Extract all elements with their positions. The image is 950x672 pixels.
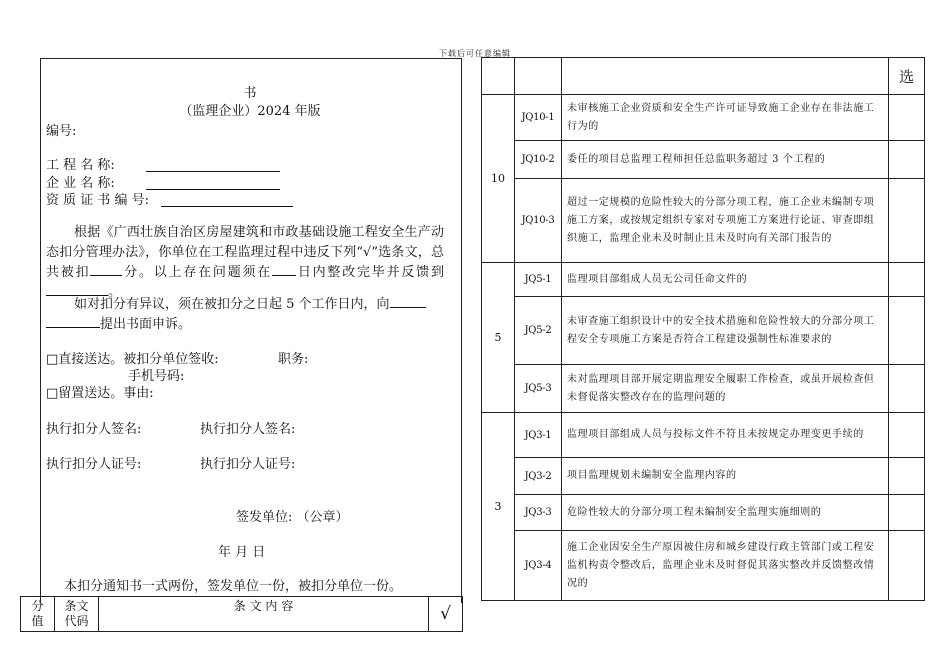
clause-table-header-row bbox=[482, 58, 925, 95]
score-5-cell: 5 bbox=[482, 263, 515, 413]
clause-code: JQ5-1 bbox=[515, 263, 562, 297]
clause-text: 施工企业因安全生产原因被住房和城乡建设行政主管部门或工程安监机构责令整改后，监理企业未及时督促其落实整改并反馈整改情况的 bbox=[562, 531, 889, 601]
form-title: 书 bbox=[243, 86, 257, 101]
score-3-cell: 3 bbox=[482, 413, 515, 601]
clause-table bbox=[481, 57, 925, 601]
cert-number-field[interactable] bbox=[161, 206, 293, 207]
table-row bbox=[482, 413, 925, 458]
project-name-label: 工 程 名 称: bbox=[46, 158, 115, 173]
appeal-paragraph bbox=[46, 295, 444, 315]
notice-text-a: 根据《广西壮族自治区房屋建筑和市政基础设施工程安全生产动态扣分管理办法》，你单位在工程监理过程中违反下列“√”选条文，总共被扣 bbox=[46, 225, 444, 280]
clause-text: 未对监理项目部开展定期监理安全履职工作检查，或虽开展检查但未督促落实整改存在的监理问题的 bbox=[562, 365, 889, 413]
table-row bbox=[482, 297, 925, 365]
direct-delivery-checkbox[interactable]: □直接送达。被扣分单位签收: bbox=[46, 352, 219, 367]
project-name-field[interactable] bbox=[146, 171, 280, 172]
select-checkbox[interactable] bbox=[889, 413, 925, 458]
form-subtitle: （监理企业）2024 年版 bbox=[179, 104, 321, 119]
select-checkbox[interactable] bbox=[889, 531, 925, 601]
phone-label: 手机号码: bbox=[128, 369, 185, 384]
clause-text: 未审核施工企业资质和安全生产许可证导致施工企业存在非法施工行为的 bbox=[562, 95, 889, 141]
clause-code: JQ3-3 bbox=[515, 495, 562, 531]
clause-code: JQ3-1 bbox=[515, 413, 562, 458]
clause-code: JQ10-3 bbox=[515, 179, 562, 263]
table-row bbox=[482, 95, 925, 141]
issuer-label: 签发单位: （公章） bbox=[236, 510, 349, 525]
number-label: 编号: bbox=[46, 124, 77, 139]
clause-text: 监理项目部组成人员无公司任命文件的 bbox=[562, 263, 889, 297]
clause-text: 项目监理规划未编制安全监理内容的 bbox=[562, 458, 889, 495]
select-header: 选 bbox=[889, 58, 925, 95]
table-row bbox=[482, 458, 925, 495]
select-checkbox[interactable] bbox=[889, 458, 925, 495]
score-10-cell: 10 bbox=[482, 95, 515, 263]
table-row bbox=[482, 179, 925, 263]
clause-text: 未审查施工组织设计中的安全技术措施和危险性较大的分部分项工程安全专项施工方案是否符合工程建设强制性标准要求的 bbox=[562, 297, 889, 365]
table-row bbox=[482, 141, 925, 179]
appeal-text-a: 如对扣分有异议，须在被扣分之日起 5 个工作日内，向 bbox=[74, 297, 390, 312]
job-title-label: 职务: bbox=[278, 352, 309, 367]
footer-note: 本扣分通知书一式两份，签发单位一份，被扣分单位一份。 bbox=[64, 579, 403, 594]
issue-date: 年 月 日 bbox=[218, 545, 266, 560]
company-name-label: 企 业 名 称: bbox=[46, 176, 115, 191]
company-name-field[interactable] bbox=[146, 189, 280, 190]
clause-code: JQ3-2 bbox=[515, 458, 562, 495]
clause-text: 委任的项目总监理工程师担任总监职务超过 3 个工程的 bbox=[562, 141, 889, 179]
score-header: 分 值 bbox=[21, 597, 55, 632]
clause-code: JQ5-3 bbox=[515, 365, 562, 413]
signer-label-2: 执行扣分人签名: bbox=[200, 422, 296, 437]
notice-paragraph bbox=[46, 223, 444, 303]
signer-id-label-1: 执行扣分人证号: bbox=[46, 457, 142, 472]
table-row bbox=[482, 365, 925, 413]
cert-number-label: 资 质 证 书 编 号: bbox=[46, 193, 150, 208]
table-row bbox=[482, 495, 925, 531]
signer-id-label-2: 执行扣分人证号: bbox=[200, 457, 296, 472]
appeal-paragraph-line2 bbox=[46, 315, 444, 335]
table-row bbox=[482, 531, 925, 601]
top-note: 下载后可任意编辑 bbox=[439, 49, 511, 58]
signer-label-1: 执行扣分人签名: bbox=[46, 422, 142, 437]
clause-text: 监理项目部组成人员与投标文件不符且未按规定办理变更手续的 bbox=[562, 413, 889, 458]
select-checkbox[interactable] bbox=[889, 297, 925, 365]
notice-text-c: 日内整改完毕并反馈到 bbox=[296, 265, 444, 280]
lien-delivery-checkbox[interactable]: □留置送达。事由: bbox=[46, 386, 154, 401]
deduct-points-blank[interactable] bbox=[90, 263, 122, 276]
clause-code: JQ10-2 bbox=[515, 141, 562, 179]
notice-text-b: 分。以上存在问题须在 bbox=[122, 265, 273, 280]
code-header: 条文 代码 bbox=[55, 597, 99, 632]
clause-header-table bbox=[20, 596, 463, 632]
content-header: 条 文 内 容 bbox=[99, 597, 429, 632]
clause-code: JQ10-1 bbox=[515, 95, 562, 141]
appeal-to-blank-2[interactable] bbox=[46, 315, 100, 328]
select-checkbox[interactable] bbox=[889, 179, 925, 263]
appeal-text-b: 提出书面申诉。 bbox=[100, 317, 192, 332]
clause-text: 危险性较大的分部分项工程未编制安全监理实施细则的 bbox=[562, 495, 889, 531]
select-checkbox[interactable] bbox=[889, 95, 925, 141]
appeal-to-blank-1[interactable] bbox=[390, 295, 426, 308]
select-checkbox[interactable] bbox=[889, 263, 925, 297]
select-checkbox[interactable] bbox=[889, 495, 925, 531]
select-checkbox[interactable] bbox=[889, 365, 925, 413]
select-checkbox[interactable] bbox=[889, 141, 925, 179]
check-header: √ bbox=[429, 597, 463, 632]
clause-code: JQ5-2 bbox=[515, 297, 562, 365]
table-row bbox=[482, 263, 925, 297]
clause-code: JQ3-4 bbox=[515, 531, 562, 601]
rectify-days-blank[interactable] bbox=[272, 263, 296, 276]
clause-text: 超过一定规模的危险性较大的分部分项工程，施工企业未编制专项施工方案，或按规定组织专家对专项施工方案进行论证、审查即组织施工，监理企业未及时制止且未及时向有关部门报告的 bbox=[562, 179, 889, 263]
notice-text-d: 。 bbox=[108, 285, 122, 300]
